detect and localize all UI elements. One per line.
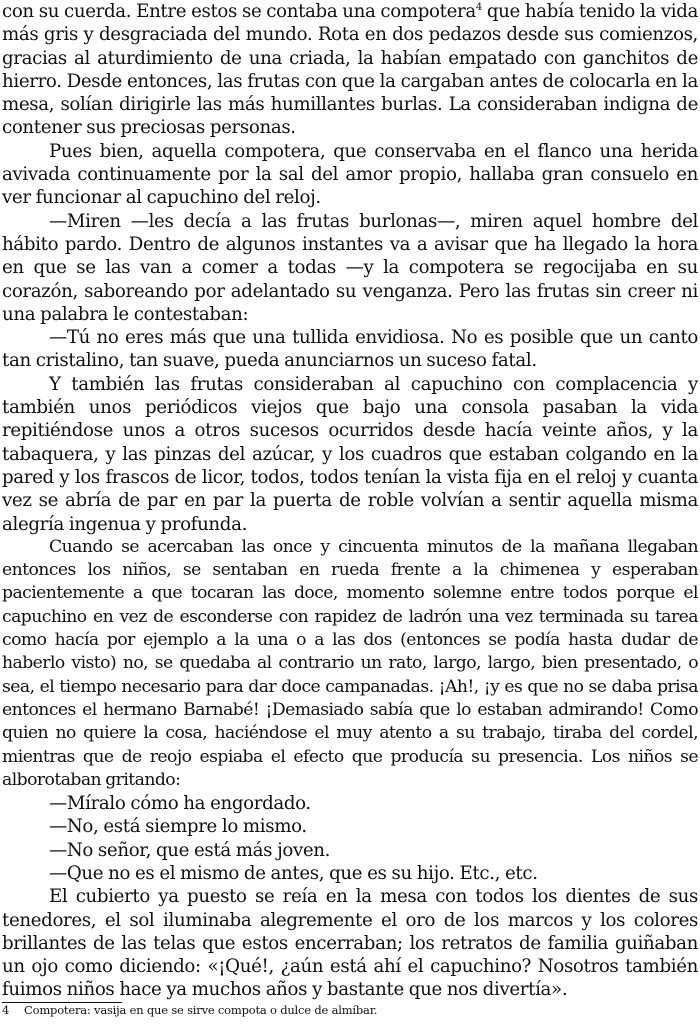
- paragraph-1-text-before: con su cuerda. Entre estos se contaba una compotera: [2, 1, 476, 22]
- paragraph-4: —Tú no eres más que una tullida envidiosa. No es posible que un canto tan cristalino, tan suave, pueda anunciarnos un suceso fatal.: [2, 327, 698, 372]
- dialogue-line-4: —Que no es el mismo de antes, que es su hijo. Etc., etc.: [49, 862, 538, 884]
- footnote-number: 4: [2, 1002, 10, 1017]
- paragraph-1: [2, 0, 698, 140]
- paragraph-5: Y también las frutas consideraban al capuchino con complacencia y también unos periódicos viejos que bajo una consola pasaban la vida repitiéndose unos a otros sucesos ocurridos desde hacía veinte años, y la tabaquera, y las pinzas del azúcar, y los cuadros que estaban colgando en la pared y los frascos de licor, todos, todos tenían la vista fija en el reloj y cuanta vez se abría de par en par la puerta de roble volvían a sentir aquella misma alegría ingenua y profunda.: [2, 373, 698, 535]
- paragraph-7: El cubierto ya puesto se reía en la mesa con todos los dientes de sus tenedores, el sol iluminaba alegremente el oro de los marcos y los colores brillantes de las telas que estos encerraban; los retratos de familia guiñaban un ojo como diciendo: «¡Qué!, ¿aún está ahí el capuchino? Nosotros también fuimos niños hace ya muchos años y bastante que nos divertía».: [2, 886, 698, 1001]
- dialogue-line-3: —No señor, que está más joven.: [49, 839, 331, 861]
- footnote-reference: 4: [475, 1, 482, 13]
- paragraph-3: —Miren —les decía a las frutas burlonas—, miren aquel hombre del hábito pardo. Dentro de algunos instantes va a avisar que ha llegado la hora en que se las van a comer a todas —y la compotera se regocijaba en su corazón, saboreando por adelantado su venganza. Pero las frutas sin creer ni una palabra le contestaban:: [2, 210, 698, 325]
- footnote: [2, 1003, 698, 1017]
- dialogue-line-2: —No, está siempre lo mismo.: [49, 816, 307, 838]
- dialogue-line-1: —Míralo cómo ha engordado.: [49, 793, 311, 815]
- paragraph-2: Pues bien, aquella compotera, que conservaba en el flanco una herida avivada continuamente por la sal del amor propio, hallaba gran consuelo en ver funcionar al capuchino del reloj.: [2, 140, 698, 209]
- paragraph-6: Cuando se acercaban las once y cincuenta minutos de la mañana llegaban entonces los niños, se sentaban en rueda frente a la chimenea y esperaban pacientemente a que tocaran las doce, momento solemne entre todos porque el capuchino en vez de esconderse con rapidez de ladrón una vez terminada su tarea como hacía por ejemplo a la una o a las dos (entonces se podía hasta dudar de haberlo visto) no, se quedaba al contrario un rato, largo, largo, bien presentado, o sea, el tiempo necesario para dar doce campanadas. ¡Ah!, ¡y es que no se daba prisa entonces el hermano Barnabé! ¡Demasiado sabía que lo estaban admirando! Como quien no quiere la cosa, haciéndose el muy atento a su trabajo, tiraba del cordel, mientras que de reojo espiaba el efecto que producía su presencia. Los niños se alborotaban gritando:: [2, 536, 698, 790]
- document-page: [2, 0, 698, 1017]
- paragraph-1-text-after: que había tenido la vida más gris y desgraciada del mundo. Rota en dos pedazos desde sus comienzos, gracias al aturdimiento de una criada, la habían empatado con ganchitos de hierro. Desde entonces, las frutas con que la cargaban antes de colocarla en la mesa, solían dirigirle las más humillantes burlas. La consideraban indigna de contener sus preciosas personas.: [2, 1, 698, 139]
- footnote-text: Compotera: vasija en que se sirve compota o dulce de almíbar.: [24, 1002, 378, 1017]
